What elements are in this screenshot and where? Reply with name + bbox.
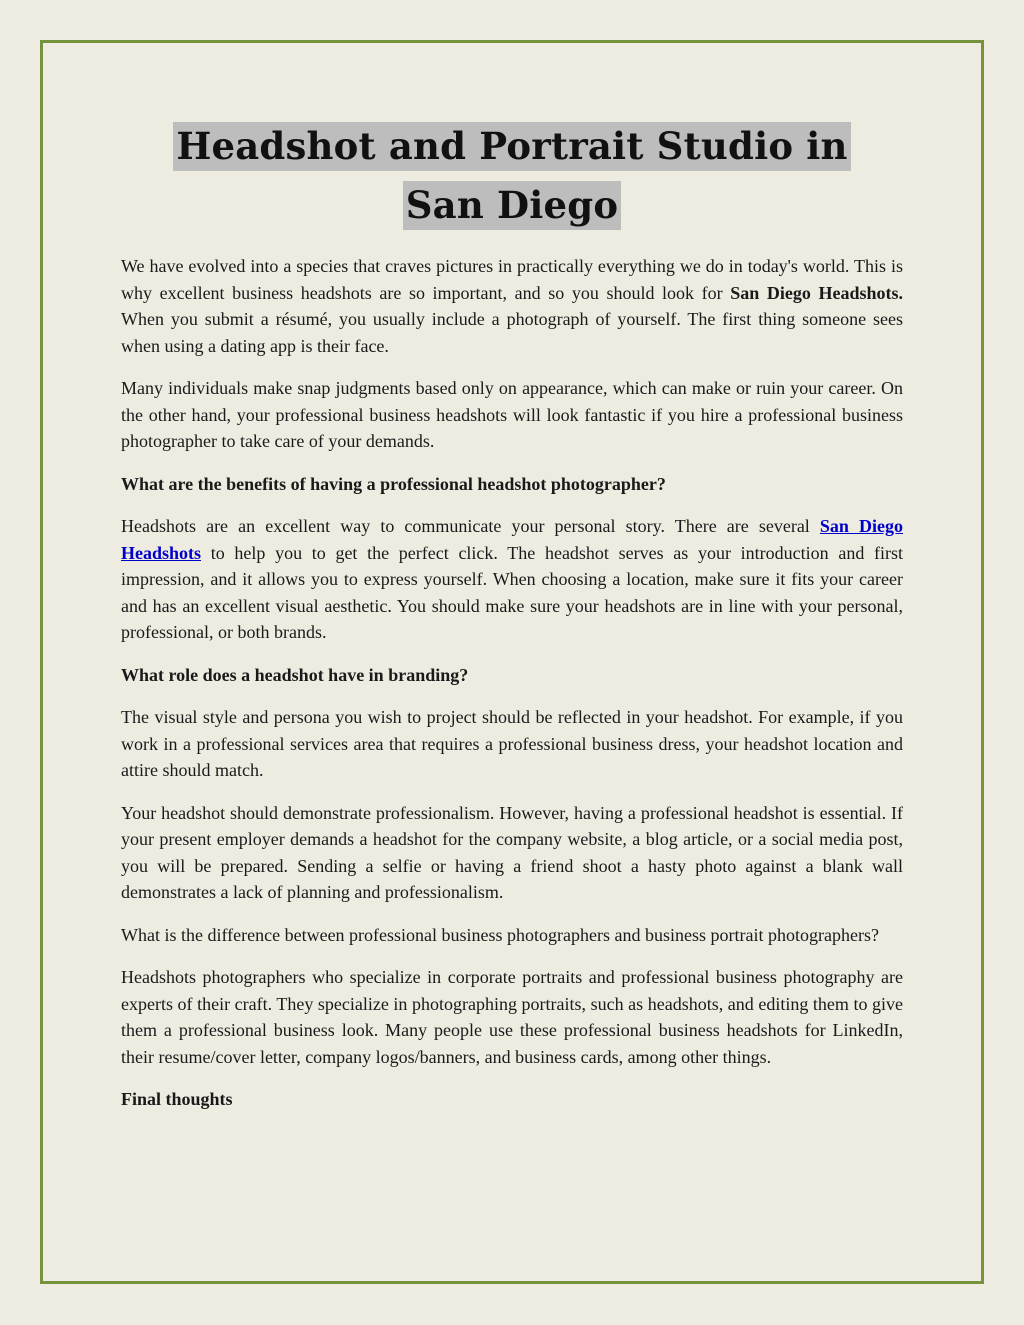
heading-final-thoughts: Final thoughts (121, 1089, 233, 1109)
document-title (0, 122, 1024, 230)
paragraph-photographers: Headshots photographers who specialize in corporate portraits and professional business photography are experts of their craft. They specialize in photographing portraits, such as headshots, and editing them to give them a professional business look. Many people use these professional business headshots for LinkedIn, their resume/cover letter, company logos/banners, and business cards, among other things. (121, 967, 903, 1067)
paragraph-intro-bold: San Diego Headshots. (730, 282, 903, 303)
paragraph-benefits-text-a: Headshots are an excellent way to communicate your personal story. There are several (121, 516, 820, 536)
paragraph-intro-text-b: When you submit a résumé, you usually include a photograph of yourself. The first thing someone sees when using a dating app is their face. (121, 309, 903, 356)
document-body (121, 253, 903, 1129)
paragraph-intro-text-a: We have evolved into a species that craves pictures in practically everything we do in today's world. This is why excellent business headshots are so important, and so you should look for (121, 256, 903, 303)
paragraph-benefits-text-b: to help you to get the perfect click. The headshot serves as your introduction and first impression, and it allows you to express yourself. When choosing a location, make sure it fits your career and has an excellent visual aesthetic. You should make sure your headshots are in line with your personal, professional, or both brands. (121, 542, 903, 642)
heading-benefits: What are the benefits of having a professional headshot photographer? (121, 473, 666, 494)
paragraph-visual-style: The visual style and persona you wish to project should be reflected in your headshot. For example, if you work in a professional services area that requires a professional business dress, your headshot location and attire should match. (121, 707, 903, 780)
paragraph-benefits (121, 513, 903, 646)
paragraph-intro (121, 253, 903, 359)
title-line-1: Headshot and Portrait Studio in (173, 122, 850, 171)
heading-branding: What role does a headshot have in branding? (121, 664, 469, 685)
paragraph-judgments: Many individuals make snap judgments based only on appearance, which can make or ruin your career. On the other hand, your professional business headshots will look fantastic if you hire a professional business photographer to take care of your demands. (121, 378, 903, 451)
paragraph-professionalism: Your headshot should demonstrate professionalism. However, having a professional headshot is essential. If your present employer demands a headshot for the company website, a blog article, or a social media post, you will be prepared. Sending a selfie or having a friend shoot a hasty photo against a blank wall demonstrates a lack of planning and professionalism. (121, 802, 903, 902)
san-diego-headshots-link[interactable]: San Diego Headshots (121, 516, 904, 563)
paragraph-difference-question: What is the difference between professional business photographers and business portrait photographers? (121, 924, 879, 945)
title-line-2: San Diego (403, 181, 622, 230)
